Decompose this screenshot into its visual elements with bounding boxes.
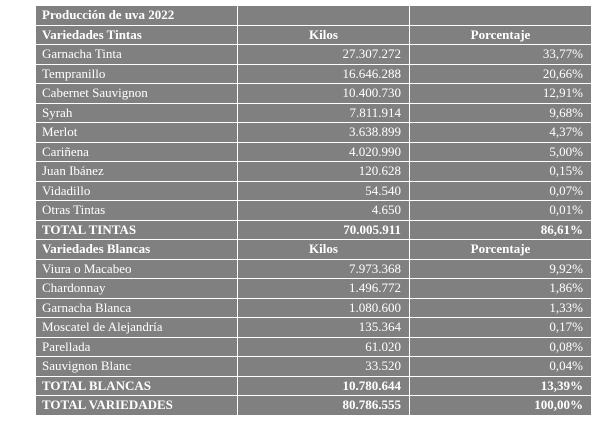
variety-cell: Cariñena [36,142,238,162]
variety-cell: Otras Tintas [36,201,238,221]
table-row [36,162,592,182]
kilos-cell: Kilos [238,240,410,260]
kilos-cell: 33.520 [238,357,410,377]
percent-cell: 86,61% [410,220,592,240]
total-blancas-row [36,376,592,396]
kilos-cell: 27.307.272 [238,45,410,65]
percent-cell: 0,01% [410,201,592,221]
table-row [36,337,592,357]
variety-cell: Sauvignon Blanc [36,357,238,377]
variety-cell: Cabernet Sauvignon [36,84,238,104]
percent-cell: 5,00% [410,142,592,162]
kilos-cell: 1.496.772 [238,279,410,299]
kilos-cell: 120.628 [238,162,410,182]
table-row [36,357,592,377]
kilos-cell: Kilos [238,25,410,45]
variety-cell: TOTAL VARIEDADES [36,396,238,416]
kilos-cell: 16.646.288 [238,64,410,84]
table-row [36,201,592,221]
kilos-cell: 135.364 [238,318,410,338]
table-row [36,181,592,201]
percent-cell: 0,15% [410,162,592,182]
variety-cell: Variedades Tintas [36,25,238,45]
table-row [36,259,592,279]
grape-production-table [35,5,592,416]
percent-cell: Porcentaje [410,240,592,260]
percent-cell: 4,37% [410,123,592,143]
variety-cell: TOTAL TINTAS [36,220,238,240]
kilos-cell: 3.638.899 [238,123,410,143]
variety-cell: Parellada [36,337,238,357]
percent-cell: 9,68% [410,103,592,123]
percent-cell: 12,91% [410,84,592,104]
table-title: Producción de uva 2022 [36,6,238,26]
percent-cell: 20,66% [410,64,592,84]
kilos-cell: 4.020.990 [238,142,410,162]
kilos-cell: 10.780.644 [238,376,410,396]
percent-cell: 1,86% [410,279,592,299]
variety-cell: Syrah [36,103,238,123]
kilos-cell: 70.005.911 [238,220,410,240]
variety-cell: Garnacha Blanca [36,298,238,318]
kilos-cell: 7.973.368 [238,259,410,279]
section-header-blancas [36,240,592,260]
table-row [36,123,592,143]
percent-cell: 13,39% [410,376,592,396]
variety-cell: Chardonnay [36,279,238,299]
variety-cell: Moscatel de Alejandría [36,318,238,338]
title-row [36,6,592,26]
variety-cell: Vidadillo [36,181,238,201]
percent-cell: 100,00% [410,396,592,416]
variety-cell: Merlot [36,123,238,143]
kilos-cell: 80.786.555 [238,396,410,416]
kilos-cell: 54.540 [238,181,410,201]
percent-cell: 0,07% [410,181,592,201]
table-row [36,142,592,162]
percent-cell: 9,92% [410,259,592,279]
table-row [36,84,592,104]
kilos-cell: 61.020 [238,337,410,357]
variety-cell: TOTAL BLANCAS [36,376,238,396]
variety-cell: Juan Ibánez [36,162,238,182]
percent-cell: 0,08% [410,337,592,357]
empty-cell [410,6,592,26]
table-row [36,45,592,65]
percent-cell: 0,04% [410,357,592,377]
kilos-cell: 1.080.600 [238,298,410,318]
variety-cell: Garnacha Tinta [36,45,238,65]
variety-cell: Variedades Blancas [36,240,238,260]
kilos-cell: 4.650 [238,201,410,221]
table-row [36,64,592,84]
percent-cell: Porcentaje [410,25,592,45]
section-header-tintas [36,25,592,45]
total-variedades-row [36,396,592,416]
kilos-cell: 7.811.914 [238,103,410,123]
table-row [36,103,592,123]
total-tintas-row [36,220,592,240]
variety-cell: Tempranillo [36,64,238,84]
percent-cell: 1,33% [410,298,592,318]
percent-cell: 33,77% [410,45,592,65]
table-row [36,298,592,318]
table-row [36,279,592,299]
table-row [36,318,592,338]
percent-cell: 0,17% [410,318,592,338]
kilos-cell: 10.400.730 [238,84,410,104]
variety-cell: Viura o Macabeo [36,259,238,279]
empty-cell [238,6,410,26]
